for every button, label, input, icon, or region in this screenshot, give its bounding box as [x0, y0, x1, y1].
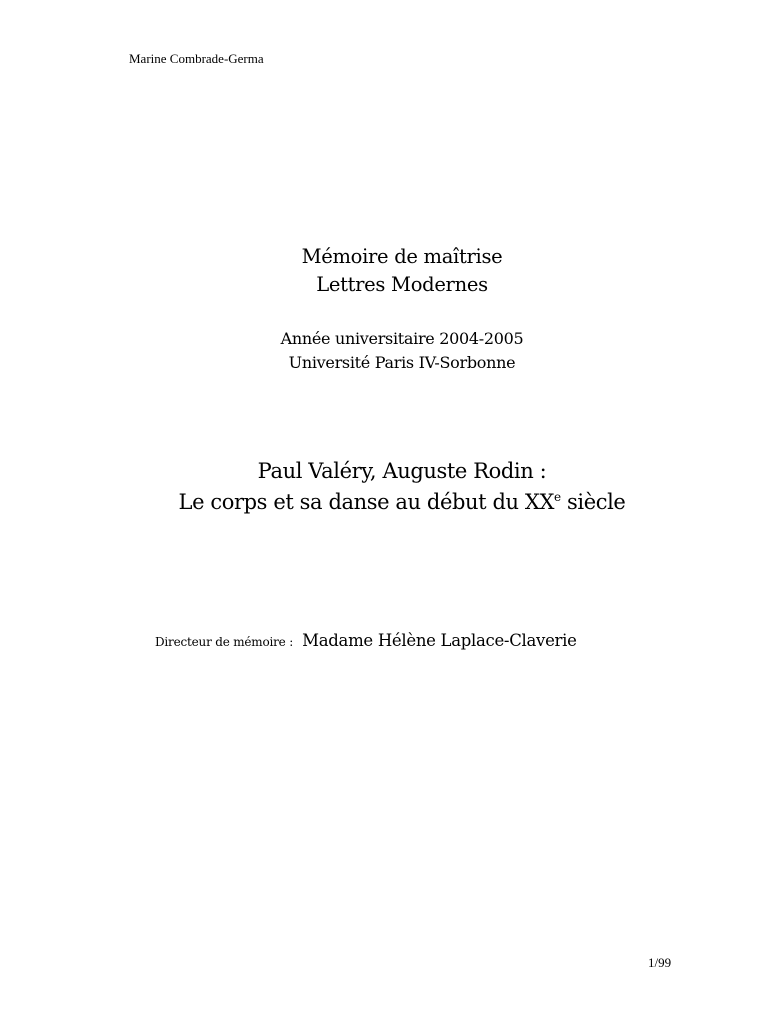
thesis-title-line1: Paul Valéry, Auguste Rodin :	[257, 459, 547, 483]
university-name: Université Paris IV-Sorbonne	[288, 353, 516, 372]
supervisor-label: Directeur de mémoire :	[155, 635, 294, 649]
thesis-title-line2-prefix: Le corps et sa danse au début du XX	[178, 490, 555, 514]
supervisor-line	[155, 631, 577, 650]
thesis-title	[0, 456, 768, 518]
academic-year: Année universitaire 2004-2005	[280, 329, 524, 348]
author-header: Marine Combrade-Germa	[129, 51, 264, 66]
degree-title-line2: Lettres Modernes	[316, 273, 488, 296]
degree-title	[0, 243, 768, 299]
century-superscript: e	[554, 490, 561, 504]
academic-info	[0, 327, 768, 375]
thesis-title-line2	[36, 487, 768, 518]
degree-title-line1: Mémoire de maîtrise	[301, 245, 503, 268]
thesis-title-line2-suffix: siècle	[560, 490, 626, 514]
page-number: 1/99	[648, 955, 672, 970]
supervisor-name: Madame Hélène Laplace-Claverie	[302, 631, 577, 650]
